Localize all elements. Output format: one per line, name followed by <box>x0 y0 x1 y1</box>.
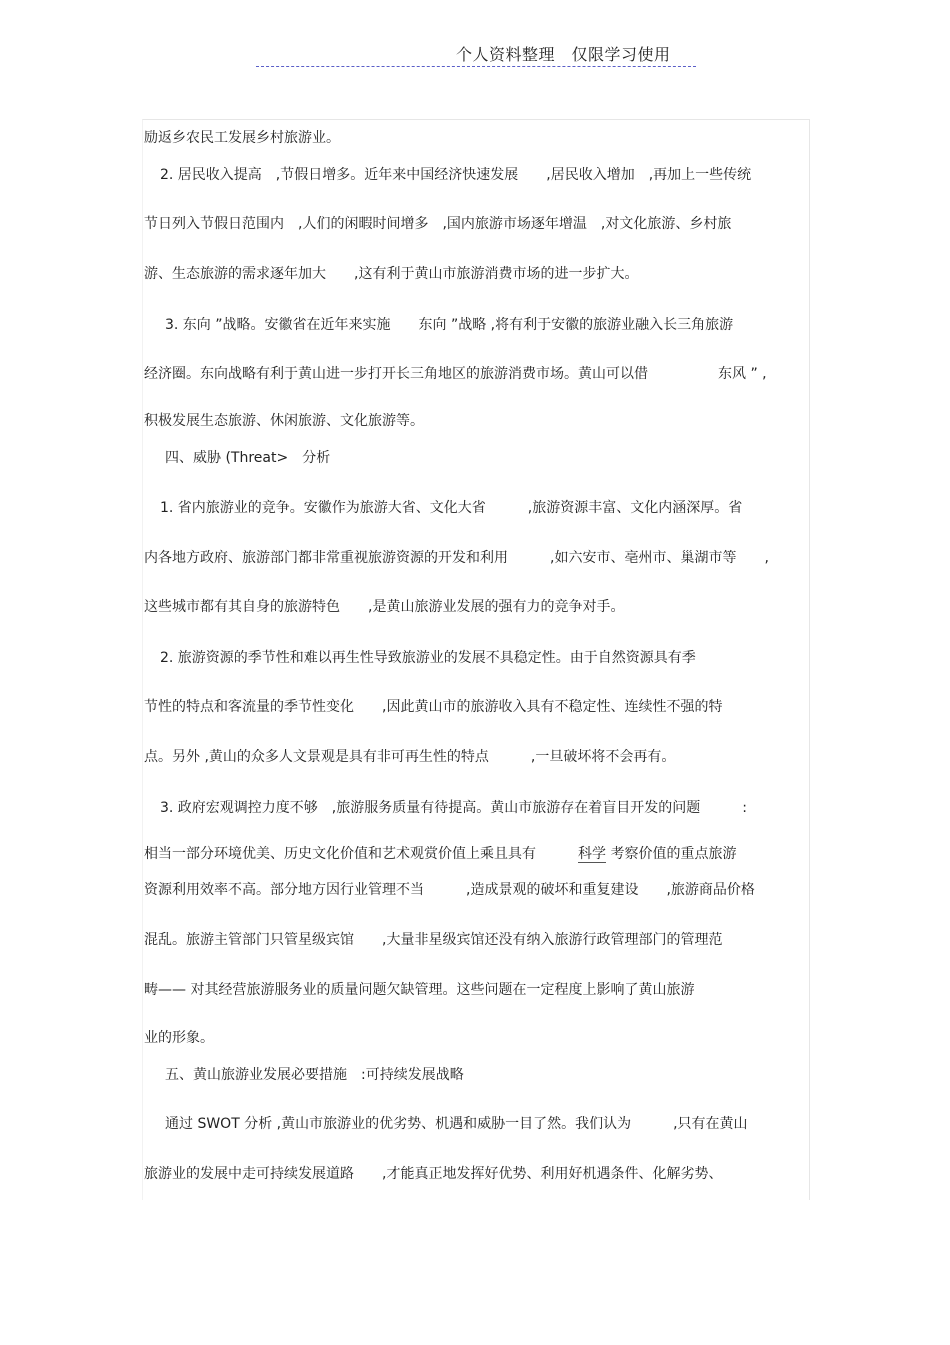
text-line: 畴—— 对其经营旅游服务业的质量问题欠缺管理。这些问题在一定程度上影响了黄山旅游 <box>144 982 695 998</box>
text-line: 旅游业的发展中走可持续发展道路 ,才能真正地发挥好优势、利用好机遇条件、化解劣势、 <box>144 1166 723 1182</box>
text-line: 这些城市都有其自身的旅游特色 ,是黄山旅游业发展的强有力的竞争对手。 <box>144 599 625 615</box>
header-text: 个人资料整理 仅限学习使用 <box>456 45 671 64</box>
page-header <box>256 40 696 67</box>
text-line: 励返乡农民工发展乡村旅游业。 <box>144 130 340 146</box>
text-line: 经济圈。东向战略有利于黄山进一步打开长三角地区的旅游消费市场。黄山可以借 东风 ” , <box>144 366 767 382</box>
text-line: 点。另外 ,黄山的众多人文景观是具有非可再生性的特点 ,一旦破坏将不会再有。 <box>144 749 676 765</box>
text-segment: 考察价值的重点旅游 <box>606 846 737 862</box>
text-line: 3. 政府宏观调控力度不够 ,旅游服务质量有待提高。黄山市旅游存在着盲目开发的问题 : <box>160 800 747 816</box>
text-line: 2. 居民收入提高 ,节假日增多。近年来中国经济快速发展 ,居民收入增加 ,再加上一些传统 <box>160 167 752 183</box>
text-line: 节日列入节假日范围内 ,人们的闲暇时间增多 ,国内旅游市场逐年增温 ,对文化旅游、乡村旅 <box>144 216 732 232</box>
text-line: 内各地方政府、旅游部门都非常重视旅游资源的开发和利用 ,如六安市、亳州市、巢湖市等 , <box>144 550 769 566</box>
text-line: 游、生态旅游的需求逐年加大 ,这有利于黄山市旅游消费市场的进一步扩大。 <box>144 266 639 282</box>
text-line: 积极发展生态旅游、休闲旅游、文化旅游等。 <box>144 413 424 429</box>
text-line <box>144 845 736 863</box>
underlined-term: 科学 <box>578 846 606 862</box>
text-line: 节性的特点和客流量的季节性变化 ,因此黄山市的旅游收入具有不稳定性、连续性不强的特 <box>144 699 723 715</box>
text-line: 3. 东向 ”战略。安徽省在近年来实施 东向 ”战略 ,将有利于安徽的旅游业融入长三角旅游 <box>165 317 734 333</box>
section-heading: 四、威胁 (Threat> 分析 <box>165 450 331 466</box>
text-line: 业的形象。 <box>144 1030 214 1046</box>
text-line: 通过 SWOT 分析 ,黄山市旅游业的优劣势、机遇和威胁一目了然。我们认为 ,只有在黄山 <box>165 1116 748 1132</box>
text-line: 混乱。旅游主管部门只管星级宾馆 ,大量非星级宾馆还没有纳入旅游行政管理部门的管理范 <box>144 932 723 948</box>
text-segment: 相当一部分环境优美、历史文化价值和艺术观赏价值上乘且具有 <box>144 846 578 862</box>
section-heading: 五、黄山旅游业发展必要措施 :可持续发展战略 <box>165 1067 464 1083</box>
text-line: 2. 旅游资源的季节性和难以再生性导致旅游业的发展不具稳定性。由于自然资源具有季 <box>160 650 696 666</box>
text-line: 资源利用效率不高。部分地方因行业管理不当 ,造成景观的破坏和重复建设 ,旅游商品价格 <box>144 882 755 898</box>
text-line: 1. 省内旅游业的竞争。安徽作为旅游大省、文化大省 ,旅游资源丰富、文化内涵深厚。省 <box>160 500 743 516</box>
